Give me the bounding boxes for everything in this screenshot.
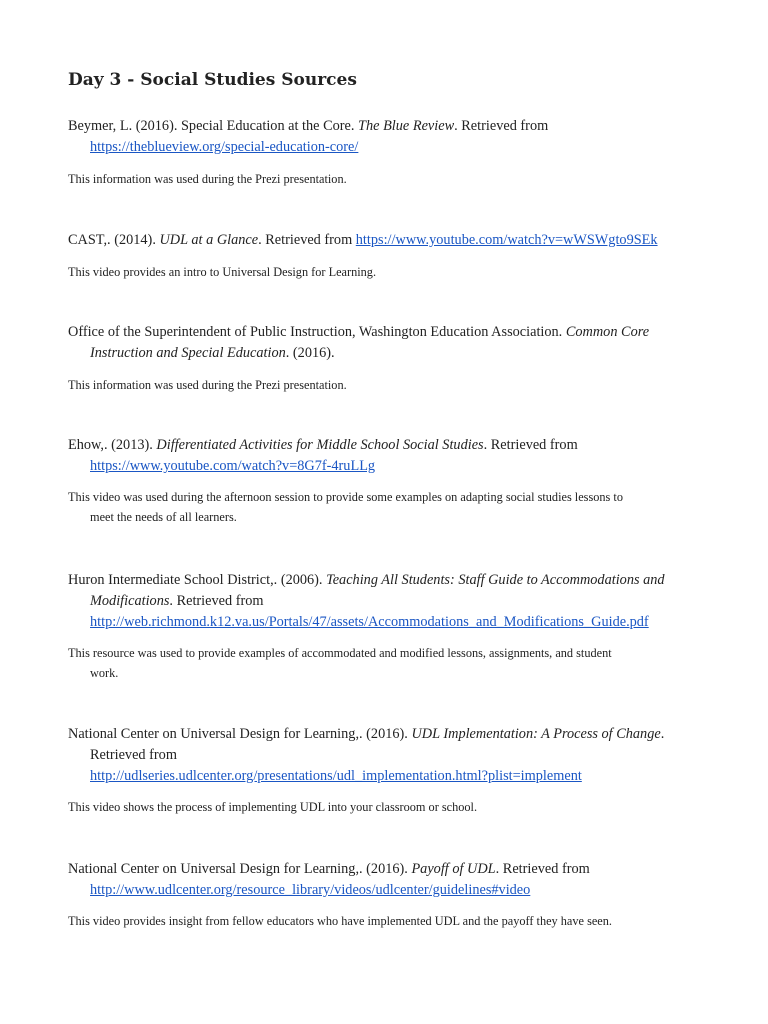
reference-entry-huron xyxy=(68,570,718,683)
reference-entry-beymer xyxy=(68,116,718,189)
citation-work-title-cont: Modifications xyxy=(90,593,170,609)
annotation-note: This video provides insight from fellow educators who have implemented UDL and the payoff they have seen. xyxy=(68,914,612,928)
annotation-note xyxy=(68,487,718,527)
reference-entry-ospi xyxy=(68,322,718,395)
citation-work-title: Common Core xyxy=(565,324,650,340)
citation xyxy=(68,570,718,633)
note-line: This resource was used to provide examples of accommodated and modified lessons, assignments, and student xyxy=(68,646,612,660)
citation-retrieved: . Retrieved from xyxy=(258,232,356,248)
citation-work-title: Differentiated Activities for Middle School Social Studies xyxy=(156,437,484,453)
note-line: meet the needs of all learners. xyxy=(90,510,237,524)
annotation-note: This video shows the process of implementing UDL into your classroom or school. xyxy=(68,800,478,814)
annotation-note: This information was used during the Prezi presentation. xyxy=(68,172,347,186)
note-line: This video was used during the afternoon session to provide some examples on adapting social studies lessons to xyxy=(68,490,623,504)
citation-work-title: Payoff of UDL xyxy=(411,861,496,877)
annotation-note: This video provides an intro to Universal Design for Learning. xyxy=(68,265,377,279)
citation-retrieved: . Retrieved from xyxy=(169,593,264,609)
citation-retrieved: . Retrieved from xyxy=(495,861,590,877)
citation-link[interactable]: https://www.youtube.com/watch?v=wWSWgto9SEk xyxy=(355,232,658,248)
citation-year: . (2016). xyxy=(285,345,335,361)
annotation-note: This information was used during the Prezi presentation. xyxy=(68,378,347,392)
citation xyxy=(68,230,718,251)
citation-link[interactable]: https://theblueview.org/special-education-core/ xyxy=(90,139,359,155)
page-title: Day 3 - Social Studies Sources xyxy=(68,70,357,90)
citation xyxy=(68,724,718,787)
citation-author: Ehow,. (2013). xyxy=(68,437,157,453)
citation-retrieved: Retrieved from xyxy=(90,747,177,763)
citation-author: Beymer, L. (2016). Special Education at the Core. xyxy=(68,118,359,134)
citation-retrieved: . Retrieved from xyxy=(454,118,549,134)
citation xyxy=(68,435,718,477)
citation-link[interactable]: http://udlseries.udlcenter.org/presentations/udl_implementation.html?plist=implement xyxy=(90,768,582,784)
citation-author: Huron Intermediate School District,. (2006). xyxy=(68,572,327,588)
citation-author: National Center on Universal Design for Learning,. (2016). xyxy=(68,861,412,877)
citation-link[interactable]: https://www.youtube.com/watch?v=8G7f-4ruLLg xyxy=(90,458,376,474)
citation-work-title: Teaching All Students: Staff Guide to Accommodations and xyxy=(326,572,665,588)
citation-link[interactable]: http://web.richmond.k12.va.us/Portals/47/assets/Accommodations_and_Modifications_Guide.pdf xyxy=(90,614,649,630)
reference-entry-payoff-of-udl xyxy=(68,859,718,931)
citation-author: CAST,. (2014). xyxy=(68,232,160,248)
annotation-note xyxy=(68,643,718,683)
citation-retrieved: . Retrieved from xyxy=(483,437,578,453)
citation-work-title: The Blue Review xyxy=(358,118,455,134)
citation xyxy=(68,322,718,364)
citation xyxy=(68,859,718,901)
reference-entry-cast xyxy=(68,230,718,282)
citation xyxy=(68,116,718,158)
reference-entry-ehow xyxy=(68,435,718,527)
citation-author: Office of the Superintendent of Public Instruction, Washington Education Association. xyxy=(68,324,566,340)
note-line: work. xyxy=(90,666,119,680)
citation-punctuation: . xyxy=(660,726,665,742)
citation-work-title: UDL Implementation: A Process of Change xyxy=(411,726,661,742)
citation-link[interactable]: http://www.udlcenter.org/resource_library/videos/udlcenter/guidelines#video xyxy=(90,882,531,898)
reference-entry-udl-implementation xyxy=(68,724,718,817)
citation-author: National Center on Universal Design for Learning,. (2016). xyxy=(68,726,412,742)
citation-work-title-cont: Instruction and Special Education xyxy=(90,345,286,361)
citation-work-title: UDL at a Glance xyxy=(159,232,259,248)
